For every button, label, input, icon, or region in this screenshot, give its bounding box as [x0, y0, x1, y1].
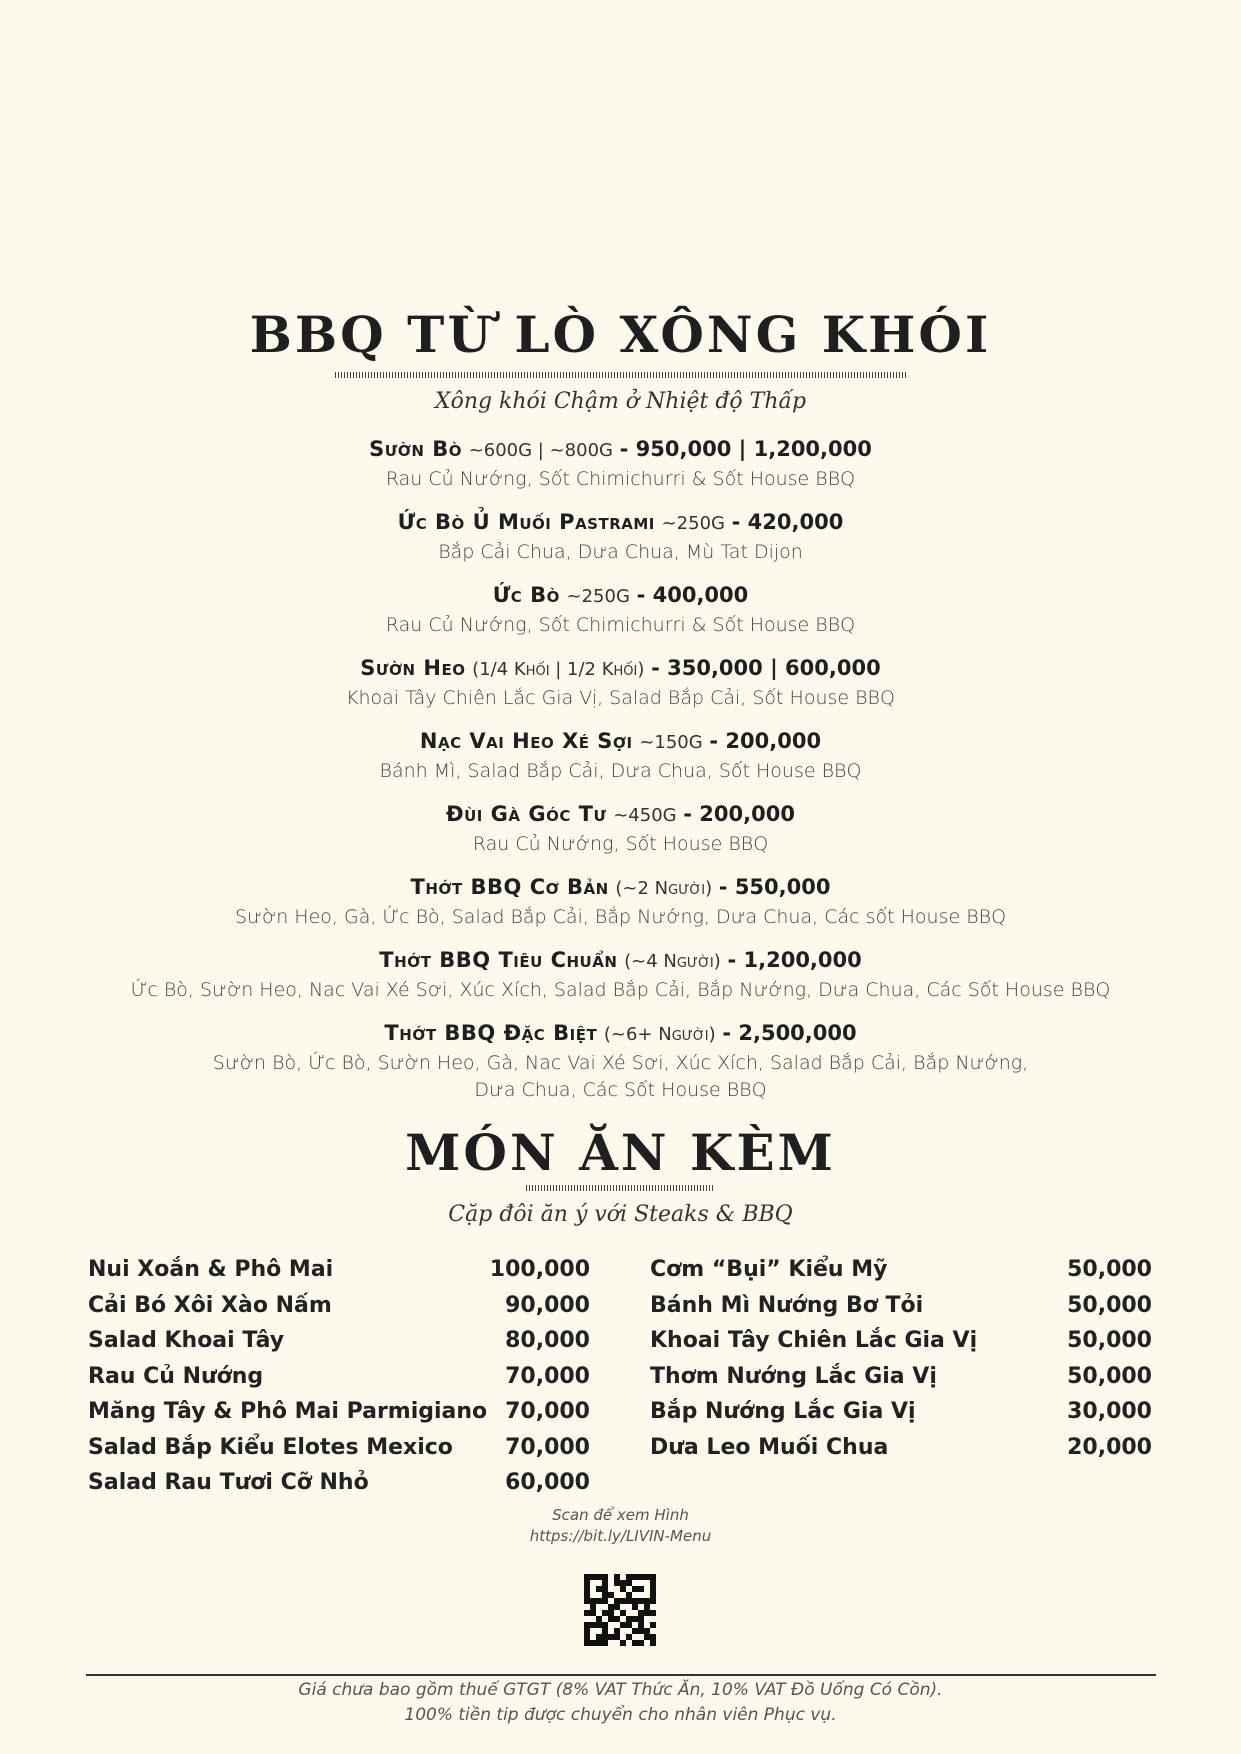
- bbq-item-description: Rau Củ Nướng, Sốt Chimichurri & Sốt House BBQ: [385, 614, 856, 636]
- bbq-item-name: Thớt BBQ Đặc Biệt: [384, 1021, 598, 1045]
- bbq-item-description: Rau Củ Nướng, Sốt Chimichurri & Sốt House BBQ: [385, 468, 856, 490]
- side-item-name: Salad Rau Tươi Cỡ Nhỏ: [88, 1470, 369, 1495]
- qr-code[interactable]: [584, 1574, 656, 1646]
- bbq-item-name: Đùi Gà Góc Tư: [446, 802, 607, 826]
- bbq-item-portion: ~250G: [566, 586, 630, 607]
- side-item: [650, 1323, 1152, 1359]
- side-item-name: Bắp Nướng Lắc Gia Vị: [650, 1399, 916, 1424]
- side-item-price: 60,000: [505, 1470, 590, 1495]
- side-item: [88, 1323, 590, 1359]
- bbq-item: [0, 1018, 1241, 1104]
- side-item-name: Nui Xoắn & Phô Mai: [88, 1257, 334, 1282]
- bbq-item-description: Khoai Tây Chiên Lắc Gia Vị, Salad Bắp Cải, Sốt House BBQ: [346, 687, 895, 709]
- bbq-item-description: Ức Bò, Sườn Heo, Nac Vai Xé Sơi, Xúc Xích, Salad Bắp Cải, Bắp Nướng, Dưa Chua, Các Sốt House BBQ: [130, 979, 1111, 1001]
- bbq-item-price: - 2,500,000: [722, 1021, 857, 1045]
- side-item-price: 30,000: [1067, 1399, 1152, 1424]
- bbq-item-portion: (~2 Người): [615, 878, 713, 899]
- side-item: [650, 1359, 1152, 1395]
- side-item-price: 70,000: [505, 1399, 590, 1424]
- bbq-item: [0, 507, 1241, 566]
- bbq-item-price: - 420,000: [731, 510, 844, 534]
- bbq-item-name: Thớt BBQ Tiêu Chuẩn: [379, 948, 618, 972]
- bbq-item: [0, 799, 1241, 858]
- side-item: [88, 1394, 590, 1430]
- bbq-item-price: - 550,000: [718, 875, 831, 899]
- sides-title-divider: [526, 1185, 715, 1191]
- side-item-name: Salad Khoai Tây: [88, 1328, 285, 1353]
- bbq-item-name: Thớt BBQ Cơ Bản: [410, 875, 609, 899]
- bbq-item-portion: (1/4 Khối | 1/2 Khối): [472, 659, 645, 680]
- bbq-item-name: Ức Bò: [492, 583, 560, 607]
- bbq-item-portion: ~600G | ~800G: [468, 440, 613, 461]
- side-item: [650, 1252, 1152, 1288]
- side-item-name: Dưa Leo Muối Chua: [650, 1434, 889, 1460]
- side-item-price: 100,000: [489, 1257, 590, 1282]
- bbq-item: [0, 945, 1241, 1004]
- bbq-section-subtitle: Xông khói Chậm ở Nhiệt độ Thấp: [434, 389, 807, 414]
- side-item-price: 70,000: [505, 1363, 590, 1389]
- sides-right-column: [650, 1252, 1152, 1465]
- bbq-item-description: Bắp Cải Chua, Dưa Chua, Mù Tat Dijon: [438, 541, 803, 563]
- side-item: [650, 1394, 1152, 1430]
- side-item-price: 50,000: [1067, 1257, 1152, 1282]
- bbq-item-portion: ~250G: [661, 513, 725, 534]
- side-item-name: Măng Tây & Phô Mai Parmigiano: [88, 1399, 488, 1424]
- side-item-price: 70,000: [505, 1434, 590, 1460]
- bbq-item-price: - 1,200,000: [727, 948, 862, 972]
- side-item-name: Rau Củ Nướng: [88, 1363, 264, 1389]
- bbq-item-price: - 350,000 | 600,000: [651, 656, 881, 680]
- side-item-name: Thơm Nướng Lắc Gia Vị: [650, 1363, 937, 1389]
- side-item-price: 80,000: [505, 1328, 590, 1353]
- bbq-item-description: Sườn Bò, Ức Bò, Sườn Heo, Gà, Nac Vai Xé Sơi, Xúc Xích, Salad Bắp Cải, Bắp Nướng,: [212, 1052, 1029, 1074]
- bbq-item-price: - 400,000: [636, 583, 749, 607]
- footer-divider: [86, 1674, 1156, 1676]
- side-item-price: 50,000: [1067, 1363, 1152, 1389]
- side-item-price: 20,000: [1067, 1434, 1152, 1460]
- bbq-item-name: Sườn Heo: [360, 656, 466, 680]
- side-item: [88, 1359, 590, 1395]
- bbq-section-title: BBQ TỪ LÒ XÔNG KHÓI: [249, 305, 992, 364]
- side-item-name: Bánh Mì Nướng Bơ Tỏi: [650, 1292, 924, 1318]
- scan-label: Scan để xem Hình: [552, 1506, 689, 1524]
- bbq-item-price: - 200,000: [683, 802, 795, 826]
- sides-section-subtitle: Cặp đôi ăn ý với Steaks & BBQ: [448, 1202, 793, 1227]
- side-item: [650, 1430, 1152, 1466]
- side-item: [650, 1288, 1152, 1324]
- side-item-price: 50,000: [1067, 1292, 1152, 1318]
- bbq-item: [0, 434, 1241, 493]
- bbq-title-divider: [335, 372, 907, 378]
- side-item-name: Khoai Tây Chiên Lắc Gia Vị: [650, 1328, 978, 1353]
- bbq-item-list: [0, 434, 1241, 1118]
- footer-tax-note: Giá chưa bao gồm thuế GTGT (8% VAT Thức Ăn, 10% VAT Đồ Uống Có Cồn).: [298, 1680, 943, 1700]
- bbq-item: [0, 653, 1241, 712]
- bbq-item-name: Sườn Bò: [369, 437, 462, 461]
- bbq-item: [0, 872, 1241, 931]
- footer-tip-note: 100% tiền tip được chuyển cho nhân viên Phục vụ.: [404, 1705, 837, 1725]
- bbq-item: [0, 580, 1241, 639]
- bbq-item-portion: (~4 Người): [624, 951, 721, 972]
- sides-left-column: [88, 1252, 590, 1501]
- side-item: [88, 1288, 590, 1324]
- bbq-item-price: - 950,000 | 1,200,000: [619, 437, 872, 461]
- side-item-price: 50,000: [1067, 1328, 1152, 1353]
- bbq-item: [0, 726, 1241, 785]
- scan-url[interactable]: https://bit.ly/LIVIN-Menu: [529, 1527, 712, 1545]
- bbq-item-description: Bánh Mì, Salad Bắp Cải, Dưa Chua, Sốt House BBQ: [379, 760, 862, 782]
- bbq-item-portion: (~6+ Người): [603, 1024, 716, 1045]
- bbq-item-portion: ~450G: [613, 805, 677, 826]
- bbq-item-description: Sườn Heo, Gà, Ức Bò, Salad Bắp Cải, Bắp Nướng, Dưa Chua, Các sốt House BBQ: [234, 906, 1007, 928]
- bbq-item-description-line2: Dưa Chua, Các Sốt House BBQ: [474, 1079, 767, 1101]
- sides-section-title: MÓN ĂN KÈM: [405, 1123, 836, 1182]
- side-item-price: 90,000: [505, 1292, 590, 1318]
- side-item-name: Cải Bó Xôi Xào Nấm: [88, 1292, 332, 1318]
- side-item: [88, 1465, 590, 1501]
- bbq-item-name: Nạc Vai Heo Xé Sợi: [419, 729, 633, 753]
- side-item: [88, 1430, 590, 1466]
- side-item: [88, 1252, 590, 1288]
- scan-instructions: [0, 1505, 1241, 1547]
- bbq-item-price: - 200,000: [709, 729, 822, 753]
- bbq-item-description: Rau Củ Nướng, Sốt House BBQ: [472, 833, 769, 855]
- footer-notes: [0, 1678, 1241, 1728]
- bbq-item-name: Ức Bò Ủ Muối Pastrami: [397, 510, 655, 534]
- side-item-name: Cơm “Bụi” Kiểu Mỹ: [650, 1257, 888, 1282]
- bbq-item-portion: ~150G: [639, 732, 703, 753]
- side-item-name: Salad Bắp Kiểu Elotes Mexico: [88, 1434, 453, 1460]
